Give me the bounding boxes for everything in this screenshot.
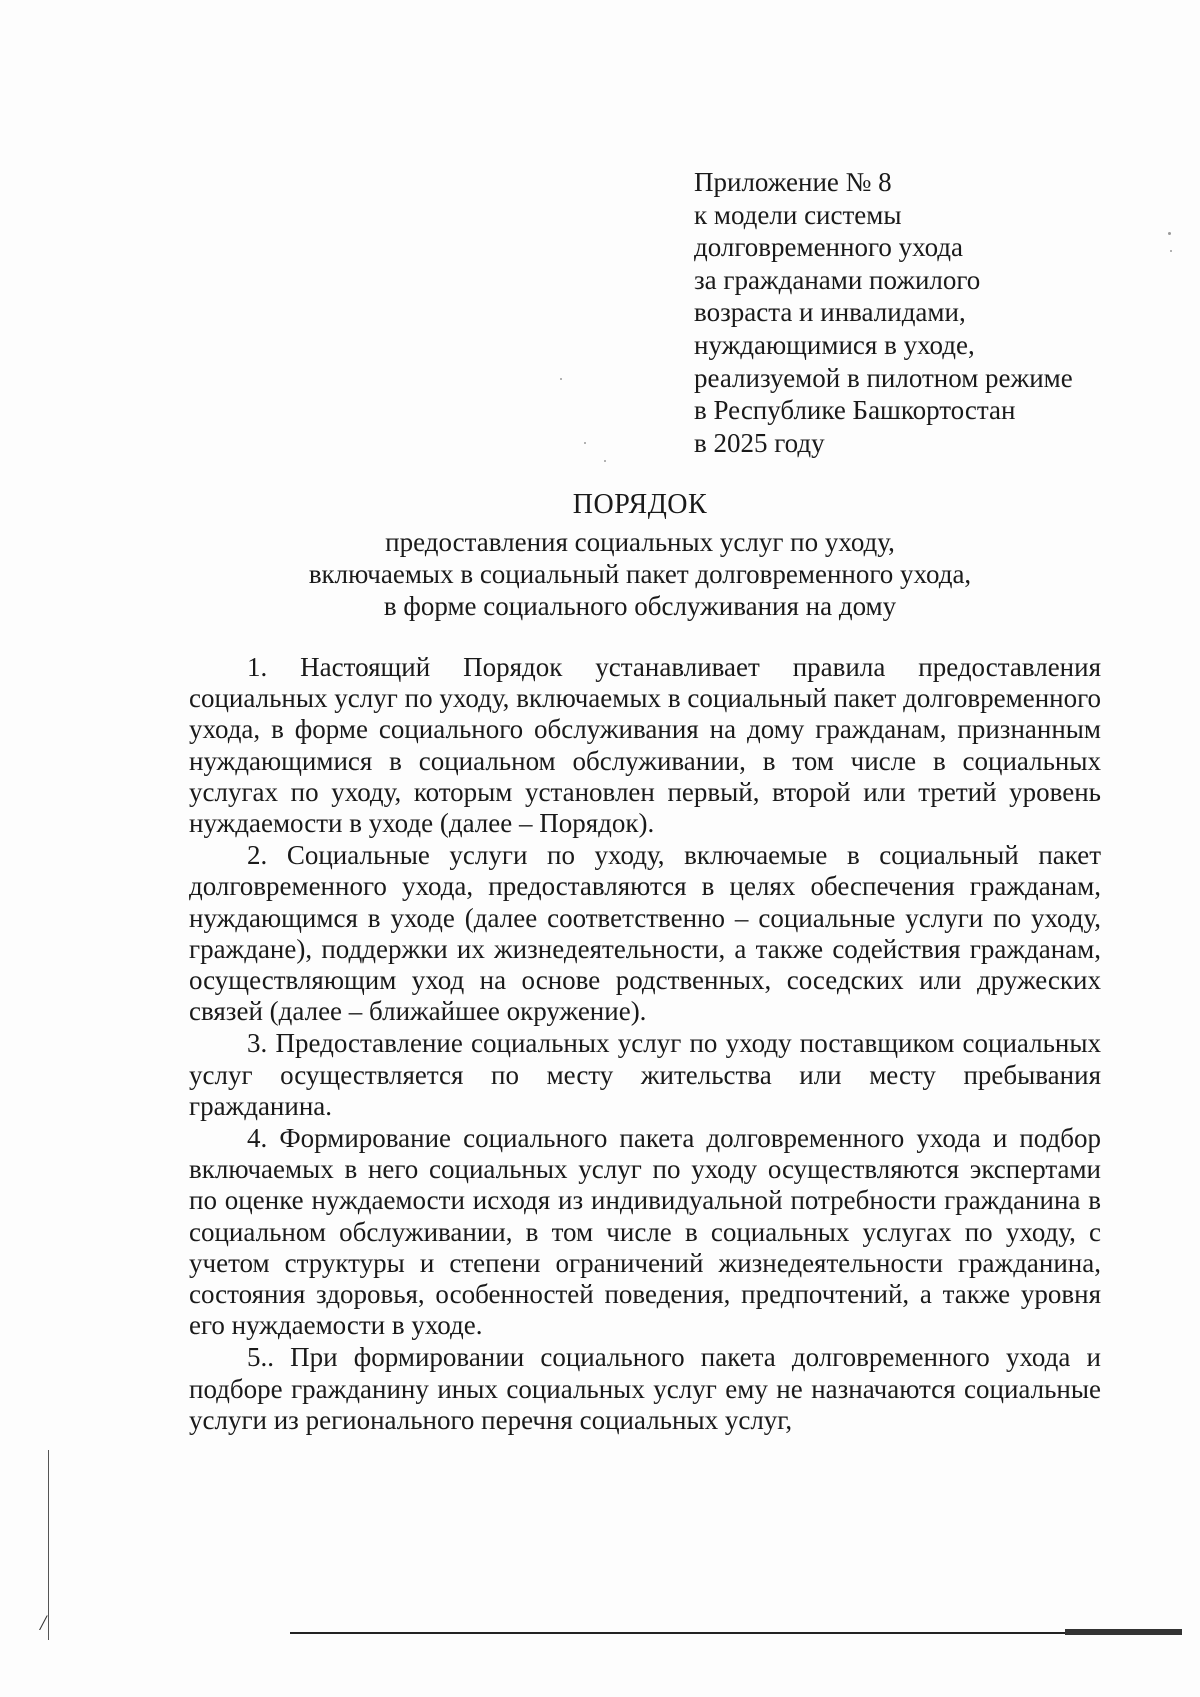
footer-rule-thick xyxy=(1065,1629,1182,1635)
document-title: ПОРЯДОК xyxy=(572,489,708,520)
paragraph-2: 2. Социальные услуги по уходу, включаемые в социальный пакет долговременного ухода, предоставляются в целях обеспечения гражданам, нуждающимся в уходе (далее соответственно – социальные услуги по уходу, граждане), поддержки их жизнедеятельности, а также содействия гражданам, осуществляющим уход на основе родственных, соседских или дружеских связей (далее – ближайшее окружение). xyxy=(189,840,1101,1027)
annex-line: реализуемой в пилотном режиме xyxy=(694,362,1073,393)
subtitle-line: включаемых в социальный пакет долговременного ухода, xyxy=(308,559,972,589)
margin-mark: / xyxy=(40,1610,47,1635)
subtitle-line: предоставления социальных услуг по уходу, xyxy=(385,527,895,557)
title-block xyxy=(180,488,1100,622)
scan-speck xyxy=(1170,250,1172,252)
footer-rule xyxy=(290,1632,1182,1634)
annex-line: к модели системы xyxy=(694,199,902,230)
paragraph-5: 5.. При формировании социального пакета долговременного ухода и подборе гражданину иных социальных услуг ему не назначаются социальные услуги из регионального перечня социальных услуг, xyxy=(189,1342,1101,1435)
paragraph-1: 1. Настоящий Порядок устанавливает правила предоставления социальных услуг по уходу, включаемых в социальный пакет долговременного ухода, в форме социального обслуживания на дому гражданам, признанным нуждающимися в социальном обслуживании, в том числе в социальных услугах по уходу, которым установлен первый, второй или третий уровень нуждаемости в уходе (далее – Порядок). xyxy=(189,652,1101,839)
annex-line: возраста и инвалидами, xyxy=(694,297,966,328)
scan-speck xyxy=(584,442,586,444)
scan-speck xyxy=(604,460,606,462)
scan-margin-line xyxy=(48,1450,49,1640)
scan-speck xyxy=(560,378,562,380)
document-subtitle xyxy=(180,526,1100,622)
annex-line: Приложение № 8 xyxy=(694,167,892,197)
document-body xyxy=(189,652,1101,1436)
paragraph-4: 4. Формирование социального пакета долговременного ухода и подбор включаемых в него социальных услуг по уходу осуществляются экспертами по оценке нуждаемости исходя из индивидуальной потребности гражданина в социальном обслуживании, в том числе в социальных услугах по уходу, с учетом структуры и степени ограничений жизнедеятельности гражданина, состояния здоровья, особенностей поведения, предпочтений, а также уровня его нуждаемости в уходе. xyxy=(189,1123,1101,1341)
paragraph-3: 3. Предоставление социальных услуг по уходу поставщиком социальных услуг осуществляется по месту жительства или месту пребывания гражданина. xyxy=(189,1028,1101,1121)
annex-line: нуждающимися в уходе, xyxy=(694,329,975,360)
annex-line: за гражданами пожилого xyxy=(694,264,981,295)
scan-speck xyxy=(1168,232,1171,235)
annex-header xyxy=(694,166,1154,459)
annex-line: в 2025 году xyxy=(694,427,825,458)
annex-line: в Республике Башкортостан xyxy=(694,395,1016,426)
annex-line: долговременного ухода xyxy=(694,232,964,263)
subtitle-line: в форме социального обслуживания на дому xyxy=(383,591,897,621)
